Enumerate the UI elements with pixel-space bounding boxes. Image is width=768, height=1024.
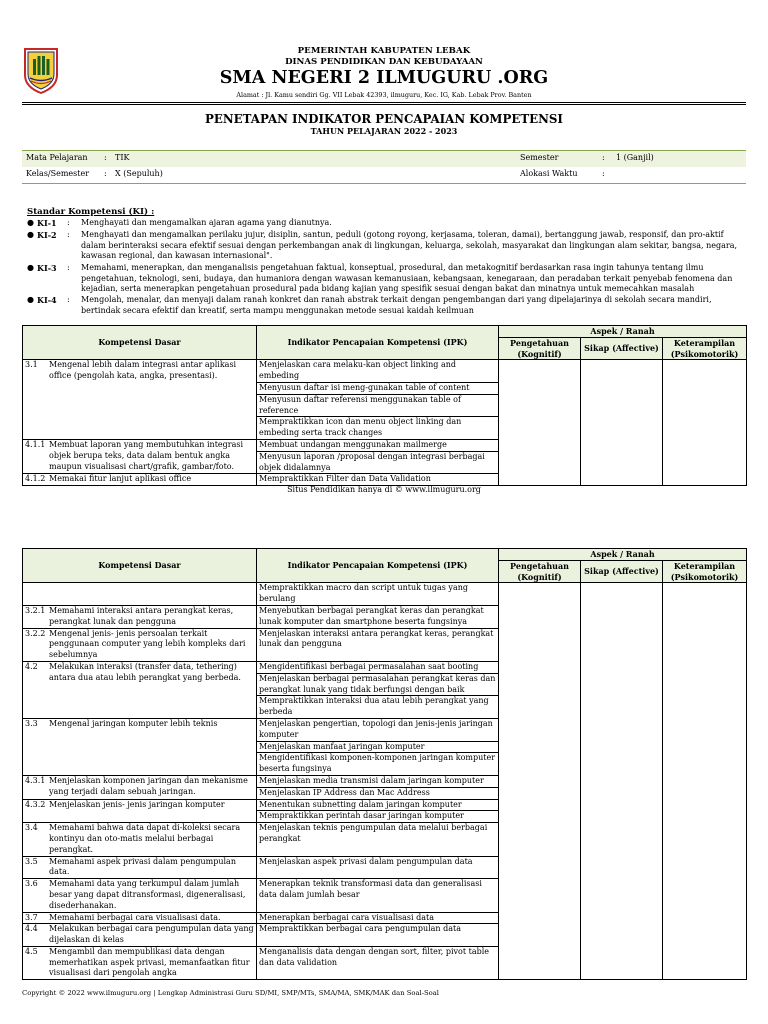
ki-colon: : [67,295,70,304]
ki-text: Menghayati dan mengamalkan ajaran agama yang dianutnya. [81,218,332,227]
ipk-cell: Menjelaskan cara melaku-kan object linking and embeding [257,360,499,383]
kd-cell [23,912,257,924]
kelas-value: X (Sepuluh) [115,169,163,178]
ipk-cell: Mengidentifikasi komponen-komponen jaringan komputer beserta fungsinya [257,753,499,776]
ipk-cell: Menerapkan teknik transformasi data dan generalisasi data dalam jumlah besar [257,879,499,912]
kd-text: Membuat laporan yang membutuhkan integrasi objek berupa teks, data dalam bentuk angka maupun visualisasi chart/grafik, gambar/foto. [49,439,244,471]
mapel-colon: : [104,153,107,162]
ipk-cell: Menyebutkan berbagai perangkat keras dan perangkat lunak komputer dan smartphone beserta fungsinya [257,605,499,628]
kd-number: 4.2 [25,661,38,671]
kd-cell [23,439,257,473]
kd-number: 3.3 [25,718,38,728]
kd-cell [23,628,257,661]
kd-number: 3.4 [25,823,38,833]
kd-text: Memahami interaksi antara perangkat keras, perangkat lunak dan pengguna [49,605,234,626]
kd-cell [23,799,257,823]
kd-cell [23,879,257,912]
kd-text: Memahami aspek privasi dalam pengumpulan data. [49,856,236,877]
ki-text: Menghayati dan mengamalkan perilaku jujur, disiplin, santun, peduli (gotong royong, kerjasama, toleran, damai), bertanggung jawab, responsif, dan pro-aktif dalam berinteraksi secara efektif sesuai dengan perkembangan anak di lingkungan, keluarga, sekolah, masyarakat dan lingkungan alam sekitar, bangsa, negara, kawasan regional, dan kawasan internasional". [81,230,738,261]
ipk-cell: Menerapkan berbagai cara visualisasi data [257,912,499,924]
table-row [23,583,747,606]
kd-text: Menjelaskan komponen jaringan dan mekanisme yang terjadi dalam sebuah jaringan. [49,775,248,796]
kd-number: 4.3.2 [25,799,46,809]
ki-item [27,295,747,317]
kd-text: Memahami berbagai cara visualisasi data. [49,912,221,922]
header-aspek: Aspek / Ranah [499,549,747,561]
aspek-sikap-cell [581,583,663,980]
school-name: SMA NEGERI 2 ILMUGURU .ORG [219,68,549,88]
bullet-icon: ● [27,263,34,272]
ki-code: KI-4 [37,295,57,305]
mapel-label: Mata Pelajaran [26,153,88,162]
header-keterampilan: Keterampilan (Psikomotorik) [663,560,747,583]
kd-text: Melakukan berbagai cara pengumpulan data yang dijelaskan di kelas [49,924,254,945]
kd-cell [23,775,257,799]
ipk-cell: Mengidentifikasi berbagai permasalahan saat booting [257,661,499,673]
ki-code: KI-1 [37,218,57,228]
header-government: PEMERINTAH KABUPATEN LEBAK [297,46,471,56]
kd-cell [23,360,257,440]
ipk-cell: Menjelaskan teknis pengumpulan data melalui berbagai perangkat [257,823,499,856]
kelas-colon: : [104,169,107,178]
kd-number: 4.3.1 [25,775,46,785]
kd-cell [23,924,257,947]
kd-number: 4.1.2 [25,474,46,484]
kd-number: 3.7 [25,912,38,922]
ki-code: KI-2 [37,230,57,240]
header-ipk: Indikator Pencapaian Kompetensi (IPK) [257,326,499,360]
ki-colon: : [67,263,70,272]
kd-text: Memakai fitur lanjut aplikasi office [49,474,192,484]
header-kompetensi-dasar: Kompetensi Dasar [23,549,257,583]
kd-cell [23,946,257,979]
header-kompetensi-dasar: Kompetensi Dasar [23,326,257,360]
header-department: DINAS PENDIDIKAN DAN KEBUDAYAAN [285,57,483,67]
school-address: Alamat : Jl. Kamu sendiri Gg. VII Lebak 42393, ilmuguru, Kec. IG, Kab. Lebak Prov. Banten [236,91,532,99]
header-pengetahuan: Pengetahuan (Kognitif) [499,337,581,360]
ki-text: Mengolah, menalar, dan menyaji dalam ranah konkret dan ranah abstrak terkait dengan pengembangan dari yang dipelajarinya di sekolah secara mandiri, bertindak secara efektif dan kreatif, serta mampu menggunakan metode sesuai kaidah keilmuan [81,295,712,315]
kd-cell [23,718,257,775]
ipk-table-2 [22,548,747,980]
ipk-cell: Menjelaskan IP Address dan Mac Address [257,787,499,799]
aspek-sikap-cell [581,360,663,486]
kd-text: Mengambil dan mempublikasi data dengan memerhatikan aspek privasi, memanfaatkan fitur visualisasi dari pengolah angka [49,946,250,978]
semester-label: Semester [520,153,559,162]
kd-cell [23,823,257,856]
kd-text: Mengenal jaringan komputer lebih teknis [49,718,218,728]
ipk-cell: Mempraktikkan interaksi dua atau lebih perangkat yang berbeda [257,696,499,719]
kd-number: 3.5 [25,856,38,866]
alokasi-colon: : [602,169,605,178]
ipk-cell: Menyusun daftar referensi menggunakan table of reference [257,394,499,417]
ipk-cell: Menjelaskan pengertian, topologi dan jenis-jenis jaringan komputer [257,718,499,741]
header-divider-thin [22,104,746,105]
document-subtitle: TAHUN PELAJARAN 2022 - 2023 [310,126,458,136]
kelas-label: Kelas/Semester [26,169,90,178]
kd-text: Memahami data yang terkumpul dalam jumlah besar yang dapat ditransformasi, digeneralisasi, disederhanakan. [49,879,246,910]
ki-code: KI-3 [37,263,57,273]
kd-text: Mengenal jenis- jenis persoalan terkait penggunaan computer yang lebih kompleks dari sebelumnya [49,628,246,660]
table-row [23,360,747,383]
kd-cell [23,474,257,486]
header-aspek: Aspek / Ranah [499,326,747,338]
document-title: PENETAPAN INDIKATOR PENCAPAIAN KOMPETENSI [205,112,563,126]
kd-number: 4.1.1 [25,439,46,449]
aspek-keterampilan-cell [663,360,747,486]
ki-item [27,230,747,262]
ki-heading: Standar Kompetensi (KI) : [27,207,155,217]
aspek-pengetahuan-cell [499,360,581,486]
mapel-value: TIK [115,153,130,162]
kd-number: 3.2.1 [25,605,46,615]
kd-number: 4.4 [25,924,38,934]
kd-cell [23,661,257,718]
ipk-table-1 [22,325,747,486]
ipk-cell: Menjelaskan berbagai permasalahan perangkat keras dan perangkat lunak yang tidak berfungsi dengan baik [257,673,499,696]
header-ipk: Indikator Pencapaian Kompetensi (IPK) [257,549,499,583]
kd-text: Mengenal lebih dalam integrasi antar aplikasi office (pengolah kata, angka, presentasi). [49,360,237,381]
ipk-cell: Menyusun laporan /proposal dengan integrasi berbagai objek didalamnya [257,451,499,474]
header-sikap: Sikap (Affective) [581,560,663,583]
ipk-cell: Mempraktikkan icon dan menu object linking dan embeding serta track changes [257,417,499,440]
ipk-cell: Mempraktikkan Filter dan Data Validation [257,474,499,486]
header-divider [22,102,746,103]
ipk-cell: Menjelaskan aspek privasi dalam pengumpulan data [257,856,499,879]
ki-colon: : [67,230,70,239]
site-footer-note: Situs Pendidikan hanya di © www.ilmuguru.org [287,485,481,494]
ipk-cell: Mempraktikkan berbagai cara pengumpulan data [257,924,499,947]
ipk-cell: Menganalisis data dengan dengan sort, filter, pivot table dan data validation [257,946,499,979]
ipk-cell: Menjelaskan manfaat jaringan komputer [257,741,499,753]
semester-colon: : [602,153,605,162]
kd-text: Melakukan interaksi (transfer data, tethering) antara dua atau lebih perangkat yang berbeda. [49,661,241,682]
semester-value: 1 (Ganjil) [616,153,654,162]
kd-number: 4.5 [25,946,38,956]
ipk-cell: Membuat undangan menggunakan mailmerge [257,439,499,451]
ipk-cell: Mempraktikkan macro dan script untuk tugas yang berulang [257,583,499,606]
ipk-cell: Menyusun daftar isi meng-gunakan table of content [257,382,499,394]
kd-text: Memahami bahwa data dapat di-koleksi secara kontinyu dan oto-matis melalui berbagai perangkat. [49,823,241,854]
header-keterampilan: Keterampilan (Psikomotorik) [663,337,747,360]
kd-text: Menjelaskan jenis- jenis jaringan komputer [49,799,225,809]
kd-number: 3.2.2 [25,628,46,638]
alokasi-label: Alokasi Waktu [520,169,578,178]
kd-cell [23,605,257,628]
bullet-icon: ● [27,295,34,304]
ipk-cell: Menjelaskan media transmisi dalam jaringan komputer [257,775,499,787]
kd-cell [23,856,257,879]
subject-info-block [22,150,746,184]
ipk-cell: Menjelaskan interaksi antara perangkat keras, perangkat lunak dan pengguna [257,628,499,661]
info-row-subject [22,151,746,167]
kd-number: 3.6 [25,879,38,889]
kd-cell [23,583,257,606]
ki-item [27,218,747,229]
kd-number: 3.1 [25,360,38,370]
info-row-class [22,167,746,183]
copyright-footer: Copyright © 2022 www.ilmuguru.org | Lengkap Administrasi Guru SD/MI, SMP/MTs, SMA/MA, SMK/MAK dan Soal-Soal [22,989,439,997]
bullet-icon: ● [27,230,34,239]
ipk-cell: Menentukan subnetting dalam jaringan komputer [257,799,499,811]
ki-item [27,263,747,295]
aspek-keterampilan-cell [663,583,747,980]
aspek-pengetahuan-cell [499,583,581,980]
ki-colon: : [67,218,70,227]
ki-text: Memahami, menerapkan, dan menganalisis pengetahuan faktual, konseptual, prosedural, dan metakognitif berdasarkan rasa ingin tahunya tentang ilmu pengetahuan, teknologi, seni, budaya, dan humaniora dengan wawasan kemanusiaan, kebangsaan, kenegaraan, dan peradaban terkait penyebab fenomena dan kejadian, serta menerapkan pengetahuan prosedural pada bidang kajian yang spesifik sesuai dengan bakat dan minatnya untuk memecahkan masalah [81,263,733,294]
bullet-icon: ● [27,218,34,227]
header-pengetahuan: Pengetahuan (Kognitif) [499,560,581,583]
header-sikap: Sikap (Affective) [581,337,663,360]
ipk-cell: Mempraktikkan perintah dasar jaringan komputer [257,811,499,823]
